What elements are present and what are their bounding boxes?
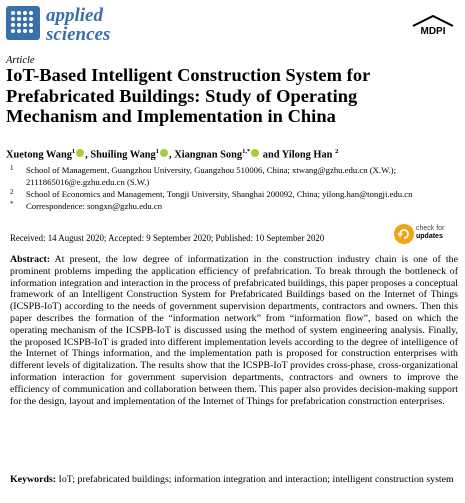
affiliations <box>10 164 450 212</box>
mdpi-logo-icon <box>411 14 455 44</box>
journal-name-line1: applied <box>46 5 103 26</box>
abstract-label: Abstract: <box>10 254 51 265</box>
affiliation-item <box>10 164 450 188</box>
affiliation-number: * <box>10 200 14 208</box>
author-separator: and <box>260 149 282 161</box>
author-separator: , <box>85 149 91 161</box>
affiliation-text: School of Management, Guangzhou University, Guangzhou 510006, China; xtwang@gzhu.edu.cn (X.W.); 2111865016@e.gzhu.edu.cn (S.W.) <box>26 165 396 187</box>
keywords-label: Keywords: <box>10 474 57 485</box>
author-name[interactable]: Shuiling Wang <box>90 149 156 161</box>
author-affil-sup: 1,* <box>242 148 251 155</box>
author-list <box>6 148 446 160</box>
publisher-name: MDPI <box>420 26 446 37</box>
refresh-icon <box>394 224 414 244</box>
affiliation-item <box>10 188 450 200</box>
author-affil-sup: 2 <box>335 148 339 155</box>
author-separator: , <box>169 149 175 161</box>
author-name[interactable]: Xuetong Wang <box>6 149 72 161</box>
journal-header <box>6 4 166 46</box>
affiliation-item <box>10 200 450 212</box>
author-name[interactable]: Xiangnan Song <box>174 149 243 161</box>
paper-title: IoT-Based Intelligent Construction System for Prefabricated Buildings: Study of Operating Mechanism and Implementation in China <box>6 65 370 126</box>
orcid-icon[interactable] <box>76 149 84 157</box>
check-for-updates-label <box>416 225 444 241</box>
check-for-updates-button[interactable] <box>394 222 458 246</box>
affiliation-number: 2 <box>10 188 14 196</box>
author-affil-sup: 1 <box>71 148 76 155</box>
affiliation-text: School of Economics and Management, Tongji University, Shanghai 200092, China; yilong.han@tongji.edu.cn <box>26 189 413 199</box>
orcid-icon[interactable] <box>251 149 259 157</box>
journal-name-line2: sciences <box>46 24 111 45</box>
article-type: Article <box>6 55 35 66</box>
author-affil-sup: 1 <box>155 148 159 155</box>
check-for-updates-line1: check for <box>416 225 445 232</box>
correspondence-text: Correspondence: songxn@gzhu.edu.cn <box>26 201 163 211</box>
author-name[interactable]: Yilong Han <box>281 149 333 161</box>
abstract <box>10 254 458 407</box>
publication-dates: Received: 14 August 2020; Accepted: 9 September 2020; Published: 10 September 2020 <box>10 233 325 243</box>
check-for-updates-line2: updates <box>416 233 443 240</box>
journal-name <box>46 6 110 44</box>
orcid-icon[interactable] <box>160 149 168 157</box>
check-for-updates-icon <box>394 224 414 244</box>
keywords <box>10 474 458 486</box>
keywords-text: IoT; prefabricated buildings; information integration and interaction; intelligent construction system <box>58 474 454 485</box>
journal-logo-icon <box>6 6 40 40</box>
abstract-text: At present, the low degree of informatization in the construction industry chain is one of the prominent problems impeding the application efficiency of prefabrication. To break through the bottleneck of information integration and interaction in the process of prefabricated buildings, this paper proposes a conceptual framework of an Intelligent Construction System for Prefabricated Buildings based on the Internet of Things (ICSPB-IoT) according to the needs of government supervision departments, contractors and owners. Then this paper describes the formation of the “information network” from “information flow”, based on which the operating mechanism of the ICSPB-IoT is discussed using the method of system engineering analysis. Finally, the proposed ICSPB-IoT is graded into different implementation levels according to the degree of intelligence of the Internet of Things information, and the implementation path is proposed for construction enterprises with different levels of digitalization. The results show that the ICSPB-IoT provides cross-phase, cross-organizational information interaction for government supervision departments, contractors and owners to improve the efficiency of communication and collaboration between them. This paper also provides decision-making support for the design, layout and implementation of the Internet of Things for prefabrication construction enterprises. <box>10 254 458 407</box>
affiliation-number: 1 <box>10 164 14 172</box>
